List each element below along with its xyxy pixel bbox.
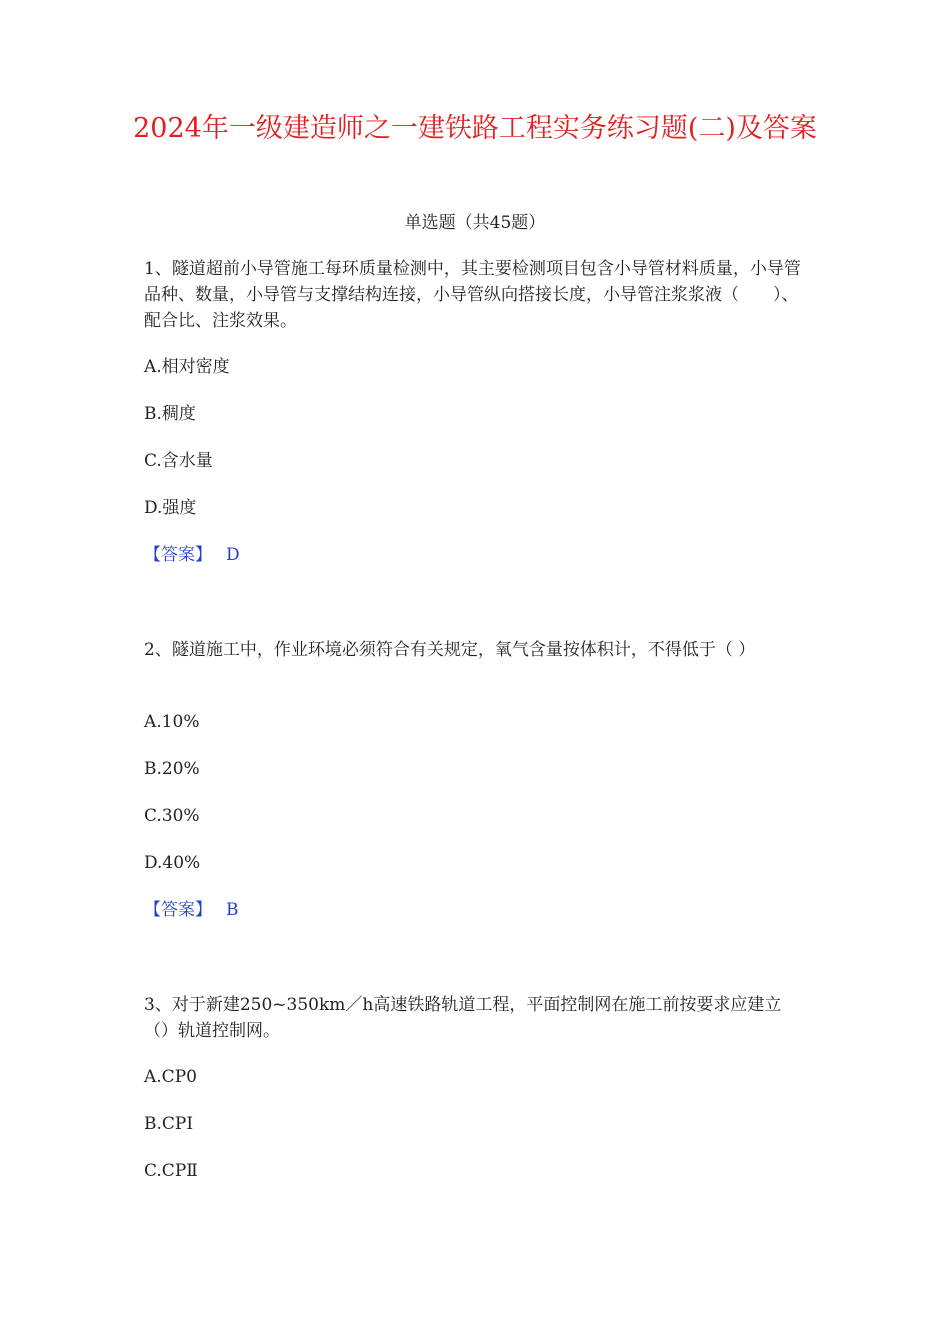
question-2-answer (144, 897, 239, 923)
question-1-option-b: B.稠度 (144, 404, 196, 424)
question-2-option-a: A.10% (144, 712, 200, 732)
answer-value: B (226, 900, 239, 920)
section-heading: 单选题（共45题） (404, 213, 546, 233)
question-3-stem: 3、对于新建250~350km／h高速铁路轨道工程，平面控制网在施工前按要求应建立（）轨道控制网。 (144, 995, 782, 1041)
answer-value: D (226, 545, 240, 565)
question-2-option-d: D.40% (144, 853, 201, 873)
question-1-option-a: A.相对密度 (144, 357, 230, 377)
answer-label: 【答案】 (144, 545, 212, 565)
question-3-option-b: B.CPⅠ (144, 1114, 194, 1134)
question-2-option-b: B.20% (144, 759, 200, 779)
question-2-option-c: C.30% (144, 806, 200, 826)
question-1-option-d: D.强度 (144, 498, 197, 518)
answer-label: 【答案】 (144, 900, 212, 920)
question-2-stem: 2、隧道施工中，作业环境必须符合有关规定，氧气含量按体积计，不得低于（ ） (144, 640, 756, 660)
question-1-stem: 1、隧道超前小导管施工每环质量检测中，其主要检测项目包含小导管材料质量，小导管品种、数量，小导管与支撑结构连接，小导管纵向搭接长度，小导管注浆浆液（ ）、配合比、注浆效果。 (144, 259, 801, 331)
question-3-option-c: C.CPⅡ (144, 1161, 198, 1181)
document-title: 2024年一级建造师之一建铁路工程实务练习题(二)及答案 (133, 113, 817, 144)
question-3-option-a: A.CP0 (144, 1067, 197, 1087)
question-1-option-c: C.含水量 (144, 451, 213, 471)
question-1-answer (144, 542, 240, 568)
